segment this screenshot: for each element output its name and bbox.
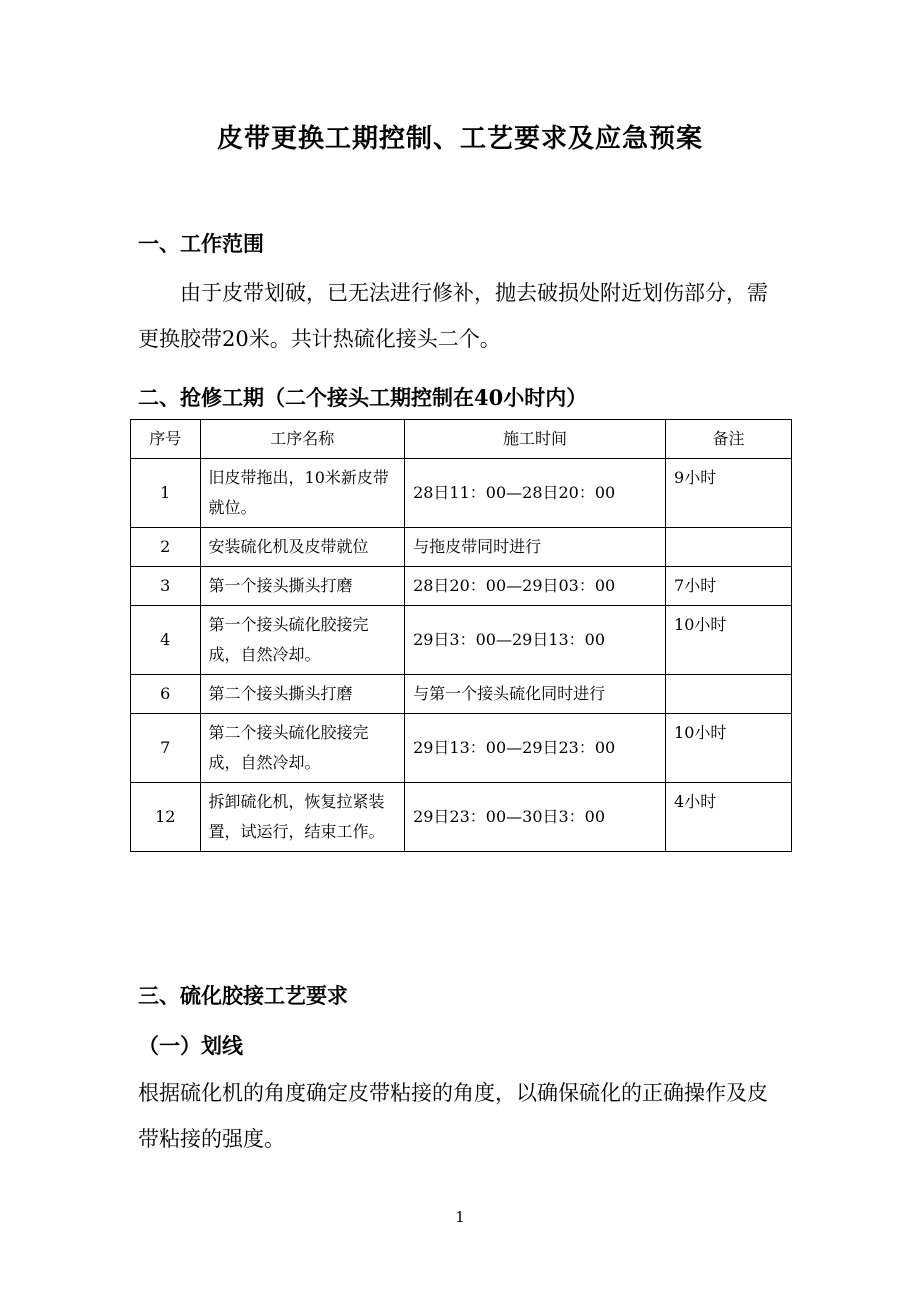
section1-heading: 一、工作范围	[138, 231, 264, 256]
row-step: 第二个接头硫化胶接完成，自然冷却。	[200, 714, 405, 783]
row-note: 9小时	[666, 459, 792, 528]
table-row	[131, 783, 792, 852]
header-step: 工序名称	[200, 420, 405, 459]
row-no: 2	[131, 528, 201, 567]
table-row	[131, 567, 792, 606]
row-step: 拆卸硫化机，恢复拉紧装置，试运行，结束工作。	[200, 783, 405, 852]
row-note	[666, 675, 792, 714]
row-no: 3	[131, 567, 201, 606]
table-row	[131, 459, 792, 528]
row-time: 28日11：00—28日20：00	[405, 459, 666, 528]
row-time: 与拖皮带同时进行	[405, 528, 666, 567]
header-no: 序号	[131, 420, 201, 459]
section3-subheading: （一）划线	[138, 1033, 243, 1058]
row-no: 6	[131, 675, 201, 714]
row-no: 12	[131, 783, 201, 852]
table-header-row	[131, 420, 792, 459]
row-note: 7小时	[666, 567, 792, 606]
row-time: 29日3：00—29日13：00	[405, 606, 666, 675]
schedule-table	[130, 419, 792, 852]
row-time: 与第一个接头硫化同时进行	[405, 675, 666, 714]
row-step: 旧皮带拖出，10米新皮带就位。	[200, 459, 405, 528]
section3-heading: 三、硫化胶接工艺要求	[138, 983, 348, 1008]
row-time: 28日20：00—29日03：00	[405, 567, 666, 606]
section3-paragraph: 根据硫化机的角度确定皮带粘接的角度，以确保硫化的正确操作及皮带粘接的强度。	[138, 1081, 768, 1151]
section1-paragraph: 由于皮带划破，已无法进行修补，抛去破损处附近划伤部分，需更换胶带20米。共计热硫化接头二个。	[138, 281, 768, 351]
row-step: 第二个接头撕头打磨	[200, 675, 405, 714]
row-note: 4小时	[666, 783, 792, 852]
row-time: 29日13：00—29日23：00	[405, 714, 666, 783]
page-number: 1	[455, 1208, 465, 1226]
row-no: 7	[131, 714, 201, 783]
table-row	[131, 606, 792, 675]
row-note	[666, 528, 792, 567]
header-note: 备注	[666, 420, 792, 459]
row-step: 第一个接头硫化胶接完成，自然冷却。	[200, 606, 405, 675]
document-title: 皮带更换工期控制、工艺要求及应急预案	[216, 124, 703, 154]
row-time: 29日23：00—30日3：00	[405, 783, 666, 852]
row-no: 4	[131, 606, 201, 675]
table-row	[131, 714, 792, 783]
row-note: 10小时	[666, 714, 792, 783]
table-row	[131, 675, 792, 714]
table-row	[131, 528, 792, 567]
header-time: 施工时间	[405, 420, 666, 459]
row-no: 1	[131, 459, 201, 528]
row-step: 安装硫化机及皮带就位	[200, 528, 405, 567]
row-step: 第一个接头撕头打磨	[200, 567, 405, 606]
section2-heading: 二、抢修工期（二个接头工期控制在40小时内）	[138, 385, 588, 410]
row-note: 10小时	[666, 606, 792, 675]
